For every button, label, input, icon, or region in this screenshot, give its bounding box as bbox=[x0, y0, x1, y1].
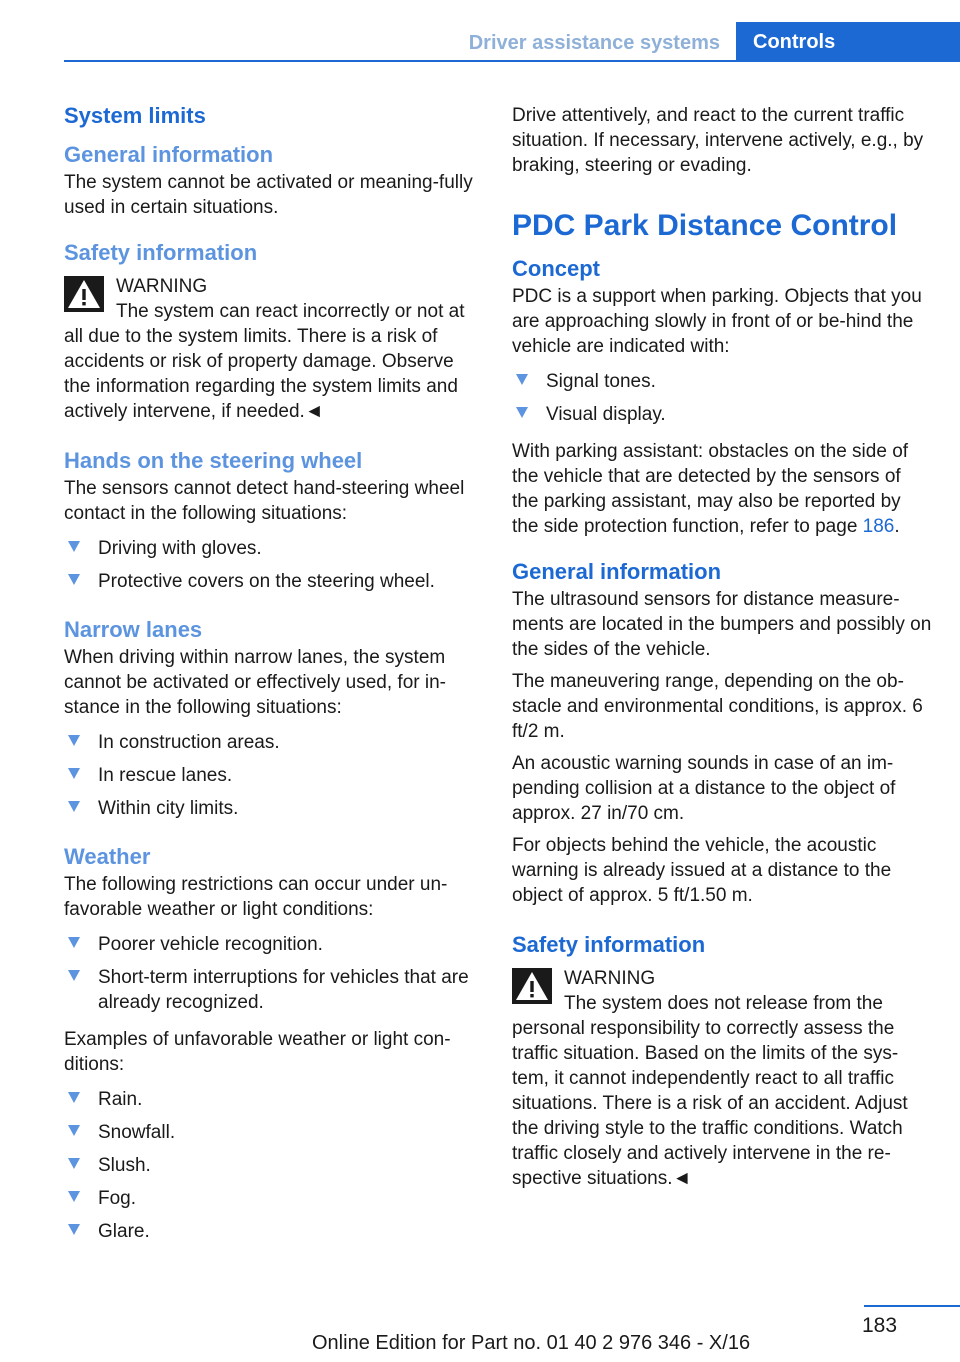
list-item: In rescue lanes. bbox=[64, 760, 482, 793]
bullet-triangle-icon bbox=[68, 1224, 80, 1235]
warning-triangle-icon bbox=[512, 968, 552, 1004]
bullet-triangle-icon bbox=[68, 1158, 80, 1169]
list-item: Poorer vehicle recognition. bbox=[64, 929, 482, 962]
warning-text: The system does not release from the personal responsibility to correctly assess the traffic situation. Based on the limits of the sys-tem, it cannot independently react to all traffic situations. There is a risk of an accident. Adjust the driving style to the traffic conditions. Watch traffic closely and actively intervene in the re-spective situations.◄ bbox=[512, 993, 908, 1189]
list-item: Slush. bbox=[64, 1150, 482, 1183]
right-column bbox=[512, 100, 932, 1198]
list-item: Protective covers on the steering wheel. bbox=[64, 566, 482, 599]
heading-safety-information: Safety information bbox=[64, 240, 258, 265]
header-rule bbox=[64, 60, 736, 62]
heading-concept: Concept bbox=[512, 256, 600, 281]
page-link-186[interactable]: 186 bbox=[862, 516, 895, 537]
concept-text: PDC is a support when parking. Objects that you are approaching slowly in front of or be-hind the vehicle are indicated with: bbox=[512, 286, 922, 357]
general-text-3: An acoustic warning sounds in case of an im-pending collision at a distance to the object of approx. 27 in/70 cm. bbox=[512, 753, 896, 824]
heading-safety-information-pdc: Safety information bbox=[512, 932, 706, 957]
parking-assistant-text: With parking assistant: obstacles on the side of the vehicle that are detected by the sensors of the parking assistant, may also be reported by the side protection function, refer to page 186. bbox=[512, 441, 909, 537]
section-title-system-limits: System limits bbox=[64, 103, 206, 128]
list-item: Driving with gloves. bbox=[64, 533, 482, 566]
warning-triangle-icon bbox=[64, 276, 104, 312]
heading-pdc: PDC Park Distance Control bbox=[512, 209, 898, 242]
bullet-triangle-icon bbox=[68, 735, 80, 746]
weather-text: The following restrictions can occur under un-favorable weather or light conditions: bbox=[64, 874, 448, 920]
narrow-list bbox=[64, 727, 482, 826]
warning-block bbox=[64, 274, 482, 299]
list-item: Glare. bbox=[64, 1216, 482, 1249]
examples-list bbox=[64, 1084, 482, 1249]
list-item: Within city limits. bbox=[64, 793, 482, 826]
weather-list bbox=[64, 929, 482, 1020]
hands-list bbox=[64, 533, 482, 599]
warning-label: WARNING bbox=[116, 276, 208, 297]
footer-rule bbox=[864, 1305, 960, 1307]
list-item: In construction areas. bbox=[64, 727, 482, 760]
header-section-title: Driver assistance systems bbox=[468, 32, 720, 54]
general-text-2: The maneuvering range, depending on the ob-stacle and environmental conditions, is approx. 6 ft/2 m. bbox=[512, 671, 923, 742]
warning-label: WARNING bbox=[564, 968, 656, 989]
bullet-triangle-icon bbox=[516, 374, 528, 385]
warning-text: The system can react incorrectly or not at all due to the system limits. There is a risk of accidents or risk of property damage. Observe the information regarding the system limits and actively intervene, if needed.◄ bbox=[64, 301, 465, 422]
list-item: Visual display. bbox=[512, 399, 932, 432]
list-item: Short-term interruptions for vehicles that are already recognized. bbox=[64, 962, 482, 1020]
list-item: Rain. bbox=[64, 1084, 482, 1117]
list-item: Signal tones. bbox=[512, 366, 932, 399]
bullet-triangle-icon bbox=[68, 1191, 80, 1202]
examples-text: Examples of unfavorable weather or light con-ditions: bbox=[64, 1029, 451, 1075]
bullet-triangle-icon bbox=[68, 1125, 80, 1136]
heading-general-information-pdc: General information bbox=[512, 559, 722, 584]
page-number: 183 bbox=[862, 1314, 898, 1337]
heading-narrow-lanes: Narrow lanes bbox=[64, 617, 203, 642]
general-text-1: The ultrasound sensors for distance measure-ments are located in the bumpers and possibly on the sides of the vehicle. bbox=[512, 589, 932, 660]
warning-block bbox=[512, 966, 932, 991]
left-column bbox=[64, 100, 482, 1256]
bullet-triangle-icon bbox=[516, 407, 528, 418]
bullet-triangle-icon bbox=[68, 801, 80, 812]
bullet-triangle-icon bbox=[68, 1092, 80, 1103]
list-item: Fog. bbox=[64, 1183, 482, 1216]
hands-on-wheel-text: The sensors cannot detect hand-steering wheel contact in the following situations: bbox=[64, 478, 465, 524]
edition-note: Online Edition for Part no. 01 40 2 976 346 - X/16 bbox=[312, 1332, 751, 1354]
bullet-triangle-icon bbox=[68, 970, 80, 981]
intro-text: Drive attentively, and react to the current traffic situation. If necessary, intervene actively, e.g., by braking, steering or evading. bbox=[512, 105, 924, 176]
heading-hands-on-wheel: Hands on the steering wheel bbox=[64, 448, 363, 473]
list-item: Snowfall. bbox=[64, 1117, 482, 1150]
bullet-triangle-icon bbox=[68, 541, 80, 552]
header-tab-controls: Controls bbox=[736, 22, 960, 62]
general-information-text: The system cannot be activated or meaning-fully used in certain situations. bbox=[64, 172, 473, 218]
heading-general-information: General information bbox=[64, 142, 274, 167]
general-text-4: For objects behind the vehicle, the acoustic warning is already issued at a distance to the object of approx. 5 ft/1.50 m. bbox=[512, 835, 892, 906]
page-header bbox=[0, 0, 960, 62]
bullet-triangle-icon bbox=[68, 574, 80, 585]
concept-list bbox=[512, 366, 932, 432]
bullet-triangle-icon bbox=[68, 768, 80, 779]
bullet-triangle-icon bbox=[68, 937, 80, 948]
narrow-lanes-text: When driving within narrow lanes, the system cannot be activated or effectively used, for in-stance in the following situations: bbox=[64, 647, 446, 718]
heading-weather: Weather bbox=[64, 844, 151, 869]
